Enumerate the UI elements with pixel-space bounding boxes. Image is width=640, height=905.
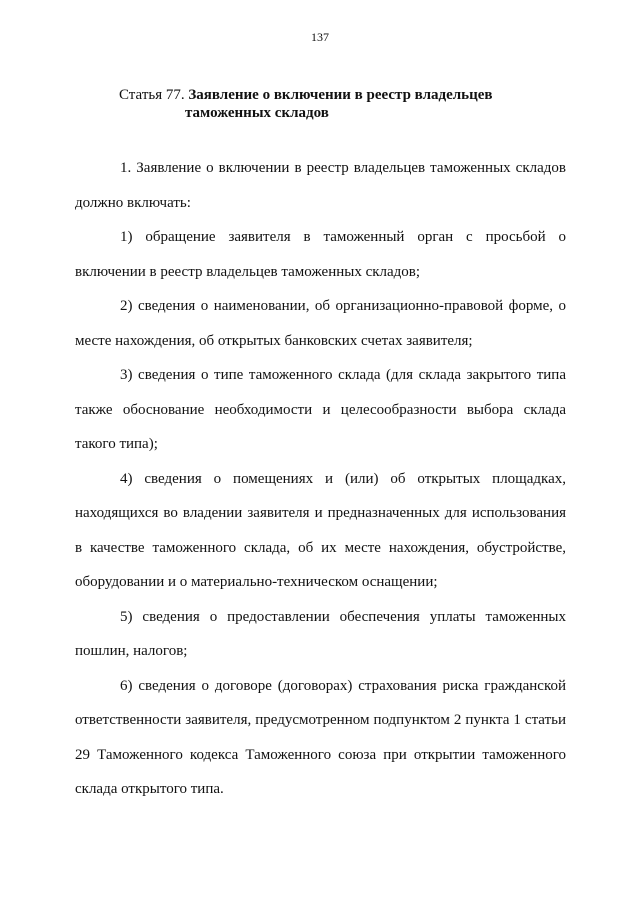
article-title: Заявление о включении в реестр владельцев bbox=[188, 87, 493, 103]
article-heading bbox=[119, 86, 492, 122]
list-item-1: 1) обращение заявителя в таможенный орган с просьбой о включении в реестр владельцев таможенных складов; bbox=[75, 229, 566, 280]
article-title-continuation: таможенных складов bbox=[185, 105, 329, 121]
page-number: 137 bbox=[311, 30, 329, 44]
list-item-3: 3) сведения о типе таможенного склада (для склада закрытого типа также обоснование необходимости и целесообразности выбора склада такого типа); bbox=[75, 367, 566, 452]
article-label: Статья 77. bbox=[119, 87, 185, 103]
paragraph-intro: 1. Заявление о включении в реестр владельцев таможенных складов должно включать: bbox=[75, 160, 566, 211]
article-body bbox=[75, 151, 566, 807]
list-item-2: 2) сведения о наименовании, об организационно-правовой форме, о месте нахождения, об открытых банковских счетах заявителя; bbox=[75, 298, 566, 349]
list-item-6: 6) сведения о договоре (договорах) страхования риска гражданской ответственности заявителя, предусмотренном подпунктом 2 пункта 1 статьи 29 Таможенного кодекса Таможенного союза при открытии таможенного склада открытого типа. bbox=[75, 677, 566, 797]
list-item-4: 4) сведения о помещениях и (или) об открытых площадках, находящихся во владении заявителя и предназначенных для использования в качестве таможенного склада, об их месте нахождения, обустройстве, оборудовании и о материально-техническом оснащении; bbox=[75, 470, 566, 590]
list-item-5: 5) сведения о предоставлении обеспечения уплаты таможенных пошлин, налогов; bbox=[75, 608, 566, 659]
